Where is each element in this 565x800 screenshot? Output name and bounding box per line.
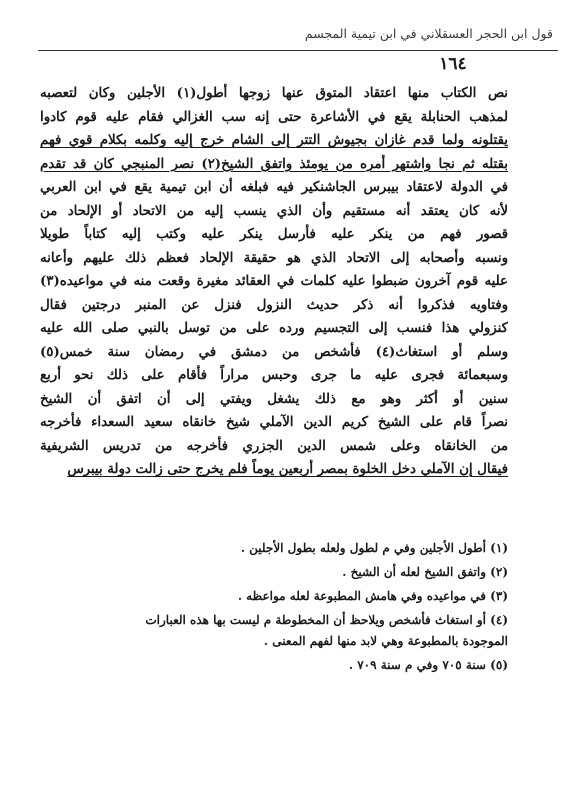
header-divider [38,50,558,51]
footnote: (٤) أو استغاث فأشخص ويلاحظ أن المخطوطة م ليست بها هذه العبارات [145,613,508,627]
text-line: وسبعمائة فجرى عليه ما جرى وحبس مراراً فأقام على ذلك نحو أربع [40,368,508,383]
main-text [40,82,508,482]
text-line: وفتاويه فذكروا أنه ذكر حديث النزول فنزل عن المنبر درجتين فقال [40,297,508,313]
page-number: ١٦٤ [439,54,467,74]
text-line: عليه قوم آخرون ضبطوا عليه كلمات في العقائد مغيرة وقعت منه في مواعيده(٣) [40,274,508,289]
text-line: لأنه كان يعتقد أنه مستقيم وأن الذي ينسب إليه من الاتحاد أو الإلحاد من [40,203,508,219]
text-line: يقتلونه ولما قدم غازان بجيوش التتر إلى الشام خرج إليه وكلمه بكلام قوي فهم [40,133,508,148]
footnote: (٥) سنة ٧٠٥ وفي م سنة ٧٠٩ . [348,658,508,672]
text-line: نص الكتاب منها اعتقاد المتوق عنها زوجها أطول(١) الأجلين وكان لتعصبه [40,86,508,101]
text-line: وسلم أو استغاث(٤) فأشخص من دمشق في رمضان سنة خمس(٥) [40,344,508,360]
text-line: نصراً قام على الشيخ كريم الدين الآملي شيخ خانقاه سعيد السعداء فأخرجه [40,415,508,430]
text-line: بقتله ثم نجا واشتهر أمره من يومئذ واتفق الشيخ(٢) نصر المنبجي كان قد تقدم [40,156,508,172]
footnote-continuation: الموجودة بالمطبوعة وهي لابد منها لفهم المعنى . [263,634,508,648]
text-line: كنزولي هذا فنسب إلى التجسيم ورده على من توسل بالنبي صلى الله عليه [40,321,508,336]
footnote: (١) أطول الأجلين وفي م لطول ولعله بطول الأجلين . [240,541,508,555]
text-line: ونسبه وأصحابه إلى الاتحاد الذي هو حقيقة الإلحاد فعظم ذلك عليهم وأعانه [40,250,508,266]
text-line: قصور فهم من ينكر عليه فأرسل ينكر عليه وكتب إليه كتاباً طويلا [40,227,508,242]
footnote: (٣) في مواعيده وفي هامش المطبوعة لعله مواعظه . [237,589,508,603]
text-line: من الخانقاه وعلى شمس الدين الجزري فأخرجه من تدريس الشريفية [40,438,508,454]
footnotes [66,538,508,679]
text-line: فيقال إن الآملي دخل الخلوة بمصر أربعين يوماً فلم يخرج حتى زالت دولة بيبرس [67,462,508,477]
running-header-title: قول ابن الحجر العسقلاني في ابن تيمية المجسم [304,26,553,41]
footnote: (٢) واتفق الشيخ لعله أن الشيخ . [342,565,508,579]
text-line: لمذهب الحنابلة يقع في الأشاعرة حتى إنه سب الغزالي فقام عليه قوم كادوا [40,109,508,125]
text-line: سنين أو أكثر وهو مع ذلك يشغل ويفتي إلى أن اتفق أن الشيخ [40,391,508,407]
text-line: في الدولة لاعتقاد بيبرس الجاشنكير فيه فبلغه أن ابن تيمية يقع في ابن العربي [40,180,508,195]
